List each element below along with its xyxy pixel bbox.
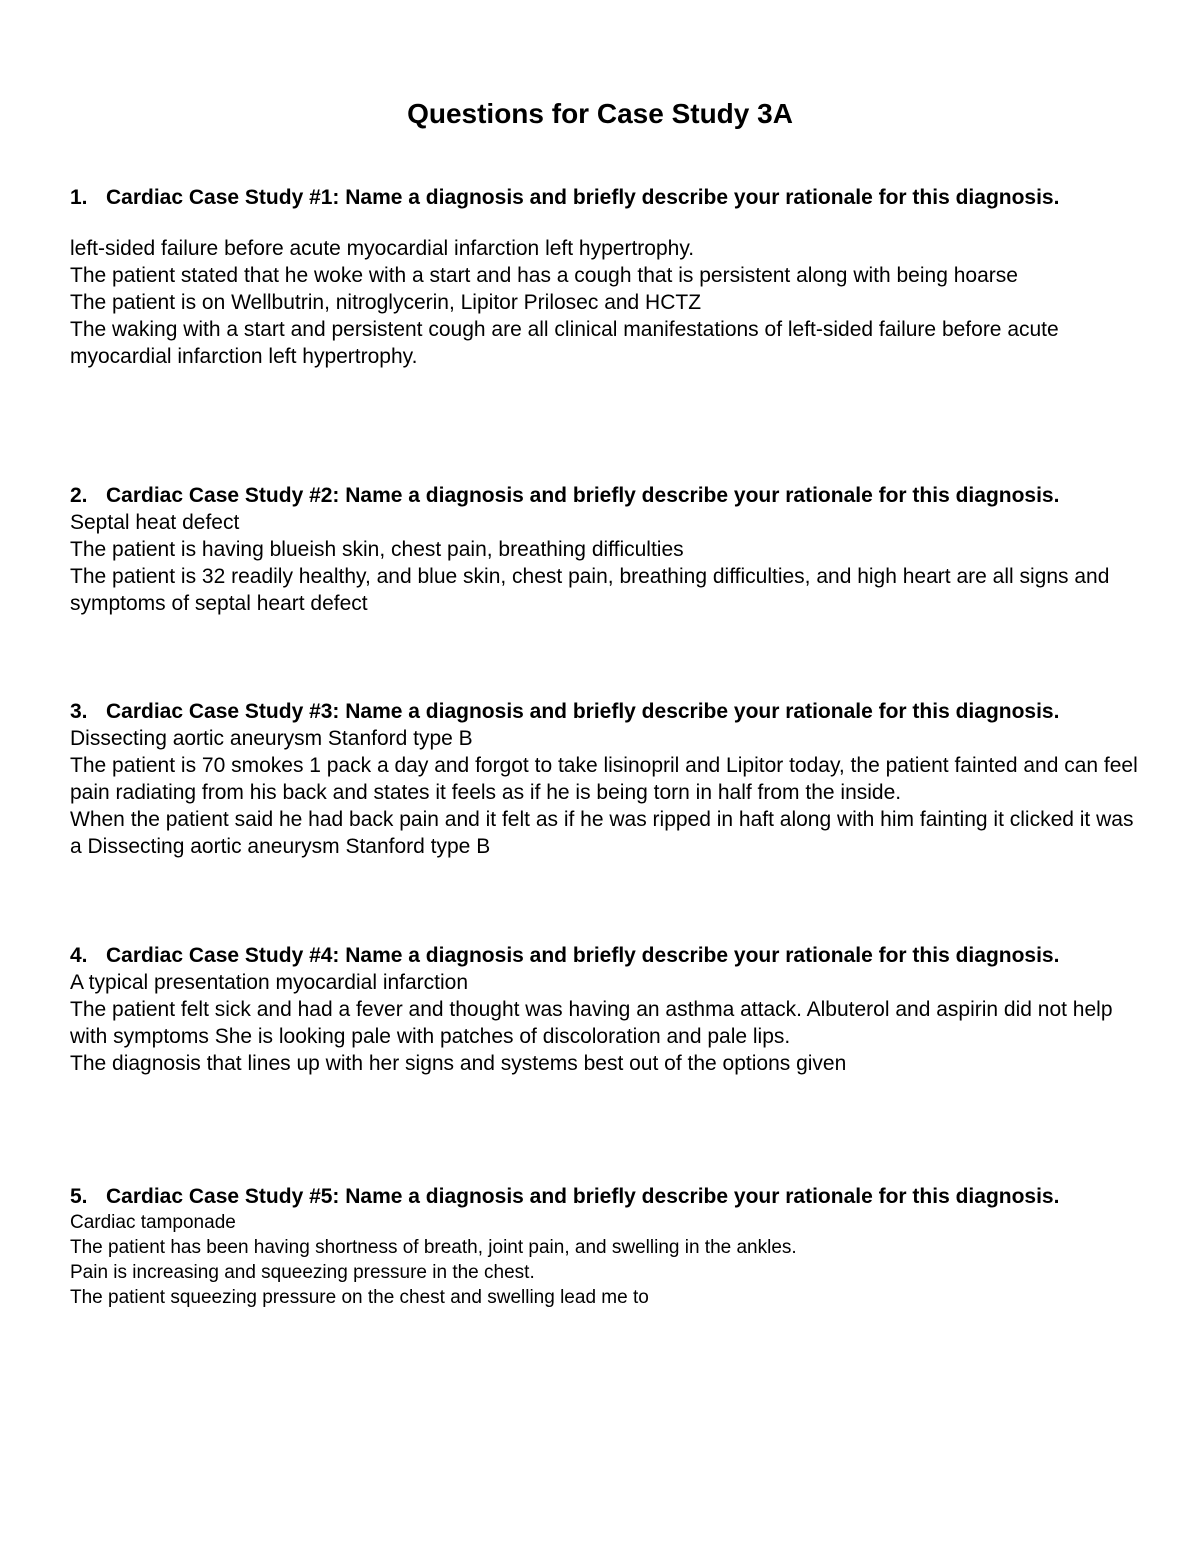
question-number: 5. — [70, 1185, 88, 1208]
answer-line: The patient is 70 smokes 1 pack a day and forgot to take lisinopril and Lipitor today, the patient fainted and can feel pain radiating from his back and states it feels as if he is being torn in half from the inside. — [70, 754, 1138, 804]
answer-line: The patient is having blueish skin, chest pain, breathing difficulties — [70, 538, 684, 561]
answer-line: The patient stated that he woke with a start and has a cough that is persistent along with being hoarse — [70, 264, 1018, 287]
answer-line: The diagnosis that lines up with her signs and systems best out of the options given — [70, 1052, 847, 1075]
answer-line: The patient is 32 readily healthy, and blue skin, chest pain, breathing difficulties, and high heart are all signs and symptoms of septal heart defect — [70, 565, 1110, 615]
answer-line: The patient has been having shortness of breath, joint pain, and swelling in the ankles. — [70, 1237, 797, 1258]
answer-line: The patient felt sick and had a fever and thought was having an asthma attack. Albuterol and aspirin did not help with symptoms She is looking pale with patches of discoloration and pale lips. — [70, 998, 1113, 1048]
question-4 — [70, 942, 1140, 1077]
answer-line: When the patient said he had back pain and it felt as if he was ripped in haft along with him fainting it clicked it was a Dissecting aortic aneurysm Stanford type B — [70, 808, 1134, 858]
question-heading — [70, 482, 1140, 509]
answer-line: The patient squeezing pressure on the chest and swelling lead me to — [70, 1287, 649, 1308]
question-number: 3. — [70, 700, 88, 723]
question-number: 4. — [70, 944, 88, 967]
answer-line: Septal heat defect — [70, 511, 240, 534]
answer-line: The waking with a start and persistent cough are all clinical manifestations of left-sided failure before acute myocardial infarction left hypertrophy. — [70, 318, 1059, 368]
question-prompt: Cardiac Case Study #1: Name a diagnosis and briefly describe your rationale for this diagnosis. — [106, 186, 1060, 209]
answer-line: Dissecting aortic aneurysm Stanford type B — [70, 727, 473, 750]
answer-line: left-sided failure before acute myocardial infarction left hypertrophy. — [70, 237, 695, 260]
document-title: Questions for Case Study 3A — [407, 98, 793, 129]
question-prompt: Cardiac Case Study #2: Name a diagnosis and briefly describe your rationale for this diagnosis. — [106, 484, 1060, 507]
question-number: 2. — [70, 484, 88, 507]
question-5 — [70, 1183, 1140, 1310]
question-heading — [70, 184, 1140, 211]
question-prompt: Cardiac Case Study #3: Name a diagnosis and briefly describe your rationale for this diagnosis. — [106, 700, 1060, 723]
question-heading — [70, 698, 1140, 725]
answer-line: Pain is increasing and squeezing pressure in the chest. — [70, 1262, 535, 1283]
question-heading — [70, 1183, 1140, 1210]
answer-line: A typical presentation myocardial infarction — [70, 971, 469, 994]
question-3 — [70, 698, 1140, 860]
answer-line: The patient is on Wellbutrin, nitroglycerin, Lipitor Prilosec and HCTZ — [70, 291, 702, 314]
question-heading — [70, 942, 1140, 969]
question-prompt: Cardiac Case Study #4: Name a diagnosis and briefly describe your rationale for this diagnosis. — [106, 944, 1060, 967]
question-prompt: Cardiac Case Study #5: Name a diagnosis and briefly describe your rationale for this diagnosis. — [106, 1185, 1060, 1208]
question-number: 1. — [70, 186, 88, 209]
question-1 — [70, 184, 1140, 370]
question-2 — [70, 482, 1140, 617]
answer-line: Cardiac tamponade — [70, 1212, 236, 1233]
